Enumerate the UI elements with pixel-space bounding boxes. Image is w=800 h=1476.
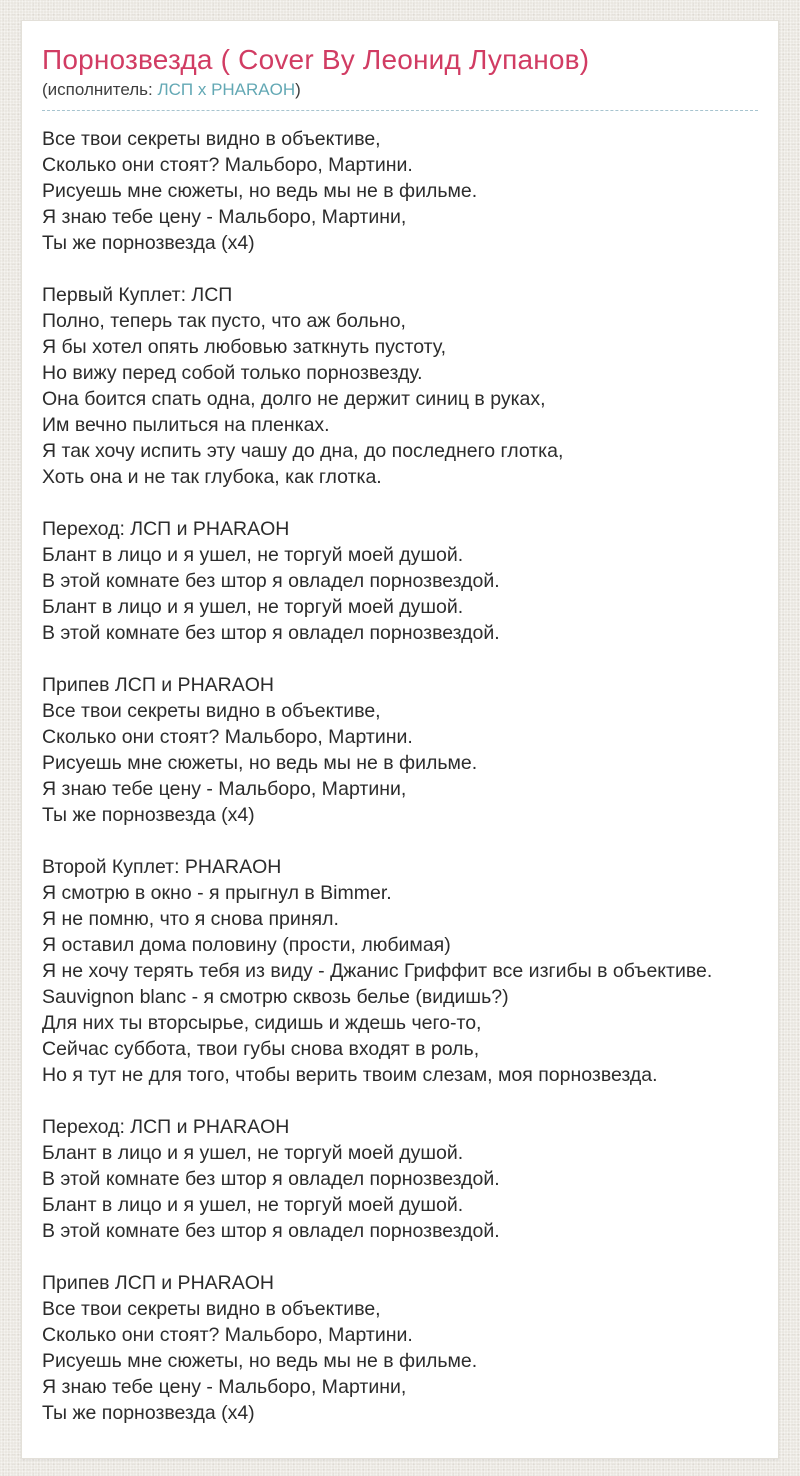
lyrics-line: Переход: ЛСП и PHARAOH: [42, 518, 290, 540]
lyrics-line: Я смотрю в окно - я прыгнул в Bimmer.: [42, 882, 392, 904]
lyrics-line: Она боится спать одна, долго не держит синиц в руках,: [42, 388, 546, 410]
lyrics-line: Я так хочу испить эту чашу до дна, до последнего глотка,: [42, 440, 564, 462]
lyrics-stanza: [42, 282, 758, 490]
lyrics-line: Рисуешь мне сюжеты, но ведь мы не в фильме.: [42, 180, 478, 202]
lyrics-line: Я не помню, что я снова принял.: [42, 908, 339, 930]
lyrics-line: Sauvignon blanc - я смотрю сквозь белье (видишь?): [42, 986, 509, 1008]
lyrics-stanza: [42, 672, 758, 828]
lyrics-stanza: [42, 1114, 758, 1244]
lyrics-line: Сколько они стоят? Мальборо, Мартини.: [42, 154, 413, 176]
lyrics-line: Я бы хотел опять любовью заткнуть пустоту,: [42, 336, 446, 358]
lyrics-line: Блант в лицо и я ушел, не торгуй моей душой.: [42, 596, 464, 618]
lyrics-line: Все твои секреты видно в объективе,: [42, 1298, 381, 1320]
lyrics-line: Блант в лицо и я ушел, не торгуй моей душой.: [42, 1142, 464, 1164]
lyrics-stanza: [42, 1270, 758, 1426]
lyrics-line: Им вечно пылиться на пленках.: [42, 414, 330, 436]
page-title: Порнозвезда ( Cover By Леонид Лупанов): [42, 44, 590, 75]
lyrics-line: Но я тут не для того, чтобы верить твоим слезам, моя порнозвезда.: [42, 1064, 658, 1086]
lyrics-line: Первый Куплет: ЛСП: [42, 284, 233, 306]
lyrics-line: В этой комнате без штор я овладел порнозвездой.: [42, 1168, 500, 1190]
lyrics-line: Ты же порнозвезда (x4): [42, 1402, 255, 1424]
lyrics-line: В этой комнате без штор я овладел порнозвездой.: [42, 622, 500, 644]
lyrics-line: Блант в лицо и я ушел, не торгуй моей душой.: [42, 1194, 464, 1216]
lyrics-line: Припев ЛСП и PHARAOH: [42, 674, 274, 696]
lyrics-line: Все твои секреты видно в объективе,: [42, 700, 381, 722]
lyrics-stanza: [42, 854, 758, 1088]
lyrics-line: Для них ты вторсырье, сидишь и ждешь чего-то,: [42, 1012, 482, 1034]
lyrics-line: Сейчас суббота, твои губы снова входят в роль,: [42, 1038, 480, 1060]
artist-link[interactable]: ЛСП x PHARAOH: [157, 80, 296, 99]
lyrics-stanza: [42, 126, 758, 256]
lyrics-text: [42, 126, 758, 1426]
lyrics-line: Сколько они стоят? Мальборо, Мартини.: [42, 1324, 413, 1346]
performer-suffix: ): [295, 80, 301, 99]
lyrics-line: Блант в лицо и я ушел, не торгуй моей душой.: [42, 544, 464, 566]
lyrics-line: Второй Куплет: PHARAOH: [42, 856, 282, 878]
lyrics-line: В этой комнате без штор я овладел порнозвездой.: [42, 570, 500, 592]
lyrics-line: Я оставил дома половину (прости, любимая): [42, 934, 451, 956]
lyrics-line: В этой комнате без штор я овладел порнозвездой.: [42, 1220, 500, 1242]
lyrics-line: Хоть она и не так глубока, как глотка.: [42, 466, 382, 488]
lyrics-stanza: [42, 516, 758, 646]
lyrics-line: Ты же порнозвезда (x4): [42, 232, 255, 254]
lyrics-card: [21, 20, 779, 1459]
lyrics-line: Переход: ЛСП и PHARAOH: [42, 1116, 290, 1138]
lyrics-line: Все твои секреты видно в объективе,: [42, 128, 381, 150]
lyrics-line: Рисуешь мне сюжеты, но ведь мы не в фильме.: [42, 752, 478, 774]
lyrics-line: Я знаю тебе цену - Мальборо, Мартини,: [42, 206, 407, 228]
lyrics-line: Я знаю тебе цену - Мальборо, Мартини,: [42, 778, 407, 800]
performer-label: (исполнитель:: [42, 80, 158, 99]
lyrics-line: Ты же порнозвезда (x4): [42, 804, 255, 826]
lyrics-line: Я не хочу терять тебя из виду - Джанис Гриффит все изгибы в объективе.: [42, 960, 713, 982]
performer-line: [42, 79, 758, 111]
lyrics-line: Сколько они стоят? Мальборо, Мартини.: [42, 726, 413, 748]
lyrics-line: Я знаю тебе цену - Мальборо, Мартини,: [42, 1376, 407, 1398]
lyrics-line: Припев ЛСП и PHARAOH: [42, 1272, 274, 1294]
lyrics-line: Но вижу перед собой только порнозвезду.: [42, 362, 423, 384]
lyrics-line: Полно, теперь так пусто, что аж больно,: [42, 310, 406, 332]
lyrics-line: Рисуешь мне сюжеты, но ведь мы не в фильме.: [42, 1350, 478, 1372]
